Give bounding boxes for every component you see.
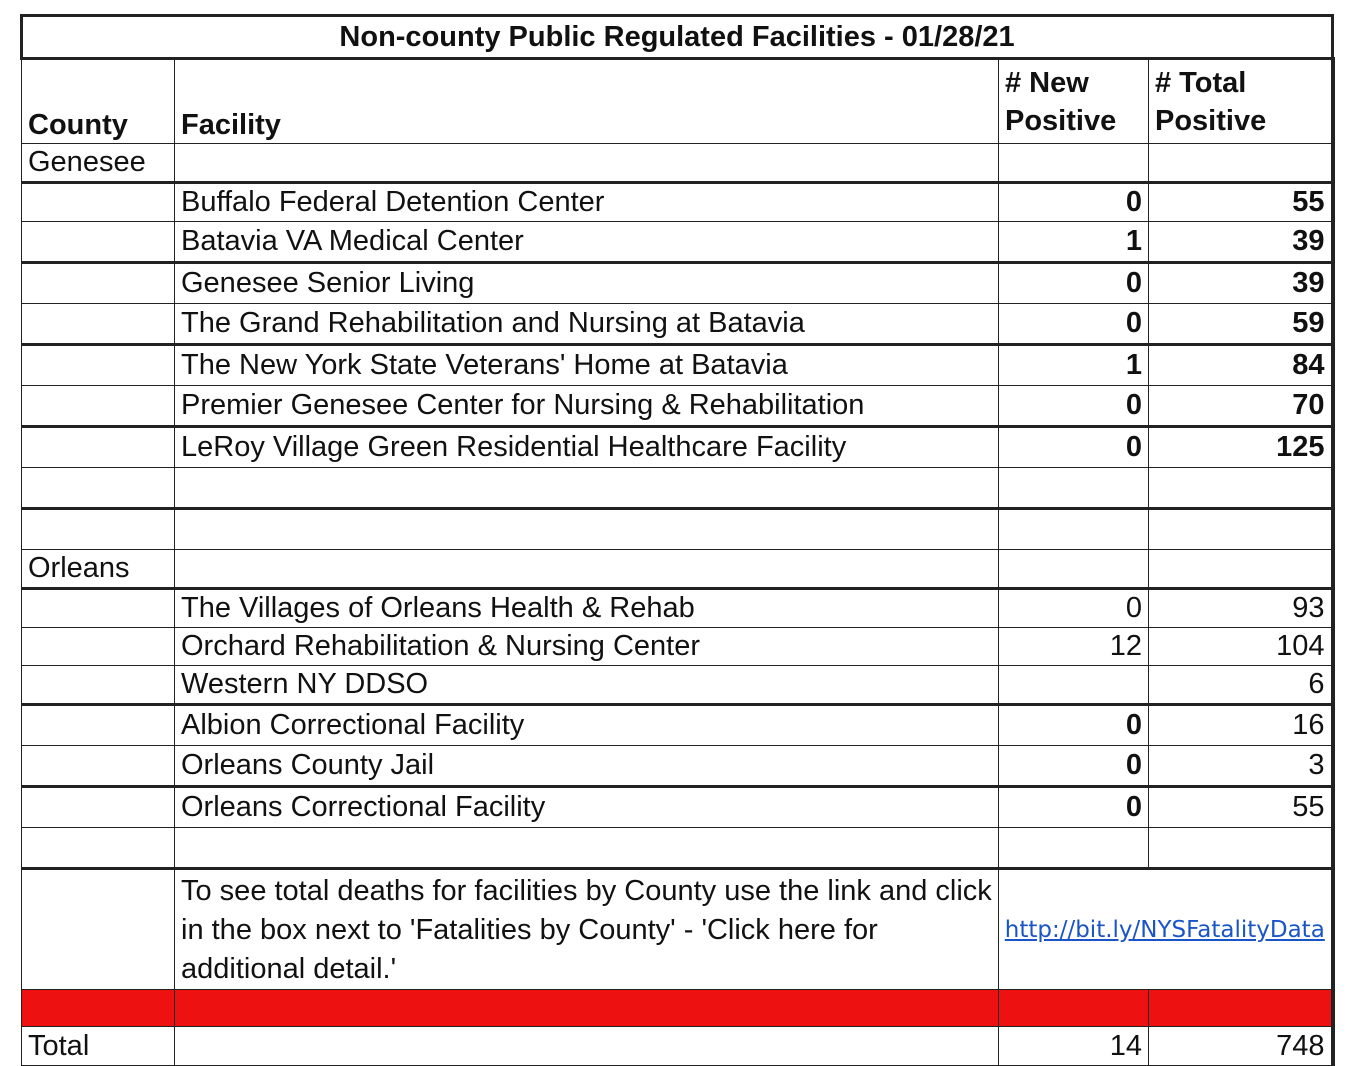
facilities-table	[20, 14, 1335, 1066]
total-positive: 84	[1149, 345, 1333, 386]
header-new-positive-line1: # New	[1005, 67, 1089, 99]
table-row	[22, 263, 1333, 304]
table-row	[22, 787, 1333, 828]
total-positive: 70	[1149, 386, 1333, 427]
new-positive: 0	[999, 589, 1149, 628]
total-positive: 93	[1149, 589, 1333, 628]
deaths-note: To see total deaths for facilities by County use the link and click in the box next to 'Fatalities by County' - 'Click here for additional detail.'	[175, 869, 999, 990]
county-row-orleans	[22, 550, 1333, 589]
facility-name: The New York State Veterans' Home at Batavia	[175, 345, 999, 386]
total-total-positive: 748	[1149, 1027, 1333, 1066]
header-new-positive-line2: Positive	[1005, 105, 1117, 137]
header-new-positive	[999, 59, 1149, 144]
header-total-positive	[1149, 59, 1333, 144]
table-row	[22, 386, 1333, 427]
facility-name: The Villages of Orleans Health & Rehab	[175, 589, 999, 628]
table-row	[22, 427, 1333, 468]
total-positive: 55	[1149, 183, 1333, 222]
total-positive: 104	[1149, 628, 1333, 666]
new-positive: 12	[999, 628, 1149, 666]
header-facility: Facility	[175, 59, 999, 144]
new-positive: 0	[999, 746, 1149, 787]
table-row	[22, 666, 1333, 705]
facility-name: Genesee Senior Living	[175, 263, 999, 304]
empty-row	[22, 828, 1333, 869]
total-positive: 55	[1149, 787, 1333, 828]
facility-name: Albion Correctional Facility	[175, 705, 999, 746]
red-separator-row	[22, 990, 1333, 1027]
facility-name: Buffalo Federal Detention Center	[175, 183, 999, 222]
facility-name: Orchard Rehabilitation & Nursing Center	[175, 628, 999, 666]
facility-name: Orleans County Jail	[175, 746, 999, 787]
table-row	[22, 183, 1333, 222]
table-row	[22, 746, 1333, 787]
total-positive: 3	[1149, 746, 1333, 787]
new-positive: 0	[999, 787, 1149, 828]
total-label: Total	[22, 1027, 175, 1066]
facility-name: Orleans Correctional Facility	[175, 787, 999, 828]
facility-name: Batavia VA Medical Center	[175, 222, 999, 263]
table-row	[22, 222, 1333, 263]
county-row-genesee	[22, 144, 1333, 183]
header-total-positive-line2: Positive	[1155, 105, 1267, 137]
new-positive: 0	[999, 304, 1149, 345]
new-positive: 1	[999, 222, 1149, 263]
facility-name: The Grand Rehabilitation and Nursing at Batavia	[175, 304, 999, 345]
new-positive: 0	[999, 386, 1149, 427]
header-row	[22, 59, 1333, 144]
new-positive: 0	[999, 183, 1149, 222]
total-row	[22, 1027, 1333, 1066]
total-positive: 59	[1149, 304, 1333, 345]
total-positive: 125	[1149, 427, 1333, 468]
header-county: County	[22, 59, 175, 144]
total-positive: 39	[1149, 263, 1333, 304]
header-total-positive-line1: # Total	[1155, 67, 1247, 99]
table-row	[22, 304, 1333, 345]
total-new-positive: 14	[999, 1027, 1149, 1066]
new-positive	[999, 666, 1149, 705]
table-title: Non-county Public Regulated Facilities - 01/28/21	[22, 16, 1333, 59]
title-row	[22, 16, 1333, 59]
new-positive: 0	[999, 263, 1149, 304]
facility-name: Premier Genesee Center for Nursing & Rehabilitation	[175, 386, 999, 427]
table-row	[22, 705, 1333, 746]
table-row	[22, 589, 1333, 628]
new-positive: 1	[999, 345, 1149, 386]
county-name: Genesee	[22, 144, 175, 183]
total-positive: 16	[1149, 705, 1333, 746]
note-row	[22, 869, 1333, 990]
empty-row	[22, 468, 1333, 509]
total-positive: 6	[1149, 666, 1333, 705]
fatality-data-link[interactable]: http://bit.ly/NYSFatalityData	[999, 869, 1333, 990]
total-positive: 39	[1149, 222, 1333, 263]
facility-name: LeRoy Village Green Residential Healthcare Facility	[175, 427, 999, 468]
county-name: Orleans	[22, 550, 175, 589]
new-positive: 0	[999, 705, 1149, 746]
table-row	[22, 628, 1333, 666]
empty-row	[22, 509, 1333, 550]
new-positive: 0	[999, 427, 1149, 468]
facility-name: Western NY DDSO	[175, 666, 999, 705]
table-row	[22, 345, 1333, 386]
